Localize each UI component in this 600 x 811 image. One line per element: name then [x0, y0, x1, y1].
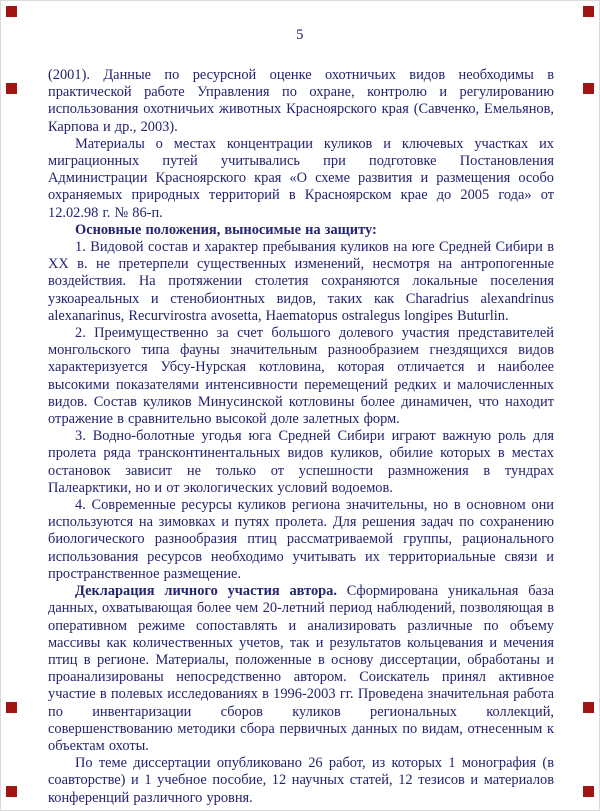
corner-mark-icon — [583, 786, 594, 797]
section-heading-defended-provisions: Основные положения, выносимые на защиту: — [75, 221, 377, 238]
paragraph-publications: По теме диссертации опубликовано 26 работ, из которых 1 монография (в соавторстве) и 1 учебное пособие, 12 научных статей, 12 тезисов и материалов конференций различного уровня. — [48, 755, 554, 806]
corner-mark-icon — [583, 6, 594, 17]
provision-item-2: 2. Преимущественно за счет большого долевого участия представителей монгольского типа фауны значительным разнообразием гнездящихся видов характеризуется Убсу-Нурская котловина, которая отличается и наиболее высокими показателями интенсивности перемещений редких и малочисленных видов. Состав куликов Минусинской котловины более динамичен, что находит отражение в сравнительно высокой доле залетных форм. — [48, 325, 554, 428]
paragraph-materials: Материалы о местах концентрации куликов и ключевых участках их миграционных путей учитывались при подготовке Постановления Администрации Красноярского края «О схеме развития и размещения особо охраняемых природных территорий в Красноярском крае до 2005 года» от 12.02.98 г. № 86-п. — [48, 135, 554, 221]
declaration-lead: Декларация личного участия автора. — [75, 583, 337, 600]
edge-mark-icon — [583, 702, 594, 713]
declaration-text: Сформирована уникальная база данных, охватывающая более чем 20-летний период наблюдений, позволяющая в оперативном режиме сопоставлять и анализировать различные по объему массивы как количественных учетов, так и результатов кольцевания и мечения птиц в регионе. Материалы, положенные в основу диссертации, обработаны и проанализированы непосредственно автором. Соискатель принял активное участие в полевых исследованиях в 1996-2003 гг. Проведена значительная работа по инвентаризации сборов куликов региональных коллекций, совершенствованию методики сбора первичных данных по видам, отнесенным к объектам охоты. — [48, 583, 554, 754]
corner-mark-icon — [6, 786, 17, 797]
provision-item-4: 4. Современные ресурсы куликов региона значительны, но в основном они используются на зимовках и путях пролета. Для решения задач по сохранению биологического разнообразия птиц рассматриваемой группы, рационального использования ресурсов необходимо учитывать их территориальные связи и пространственное размещение. — [48, 497, 554, 582]
edge-mark-icon — [6, 83, 17, 94]
edge-mark-icon — [6, 702, 17, 713]
provision-item-1: 1. Видовой состав и характер пребывания куликов на юге Средней Сибири в XX в. не претерпели существенных изменений, несмотря на антропогенные воздействия. На протяжении столетия сохраняются локальные поселения узкоареальных и стенобионтных видов, таких как Charadrius alexandrinus alexanarinus, Recurvirostra avosetta, Haematopus ostralegus longipes Buturlin. — [48, 239, 554, 324]
edge-mark-icon — [583, 83, 594, 94]
corner-mark-icon — [6, 6, 17, 17]
paragraph-continuation: (2001). Данные по ресурсной оценке охотничьих видов необходимы в практической работе Управления по охране, контролю и регулированию использования охотничьих животных Красноярского края (Савченко, Емельянов, Карпова и др., 2003). — [48, 67, 554, 135]
page-content — [48, 67, 554, 807]
paragraph-author-declaration — [48, 583, 554, 755]
provision-item-3: 3. Водно-болотные угодья юга Средней Сибири играют важную роль для пролета ряда трансконтинентальных видов куликов, обилие которых в местах остановок зависит не только от успешности размножения в тундрах Палеарктики, но и от экологических условий водоемов. — [48, 428, 554, 496]
page-number: 5 — [296, 27, 304, 43]
